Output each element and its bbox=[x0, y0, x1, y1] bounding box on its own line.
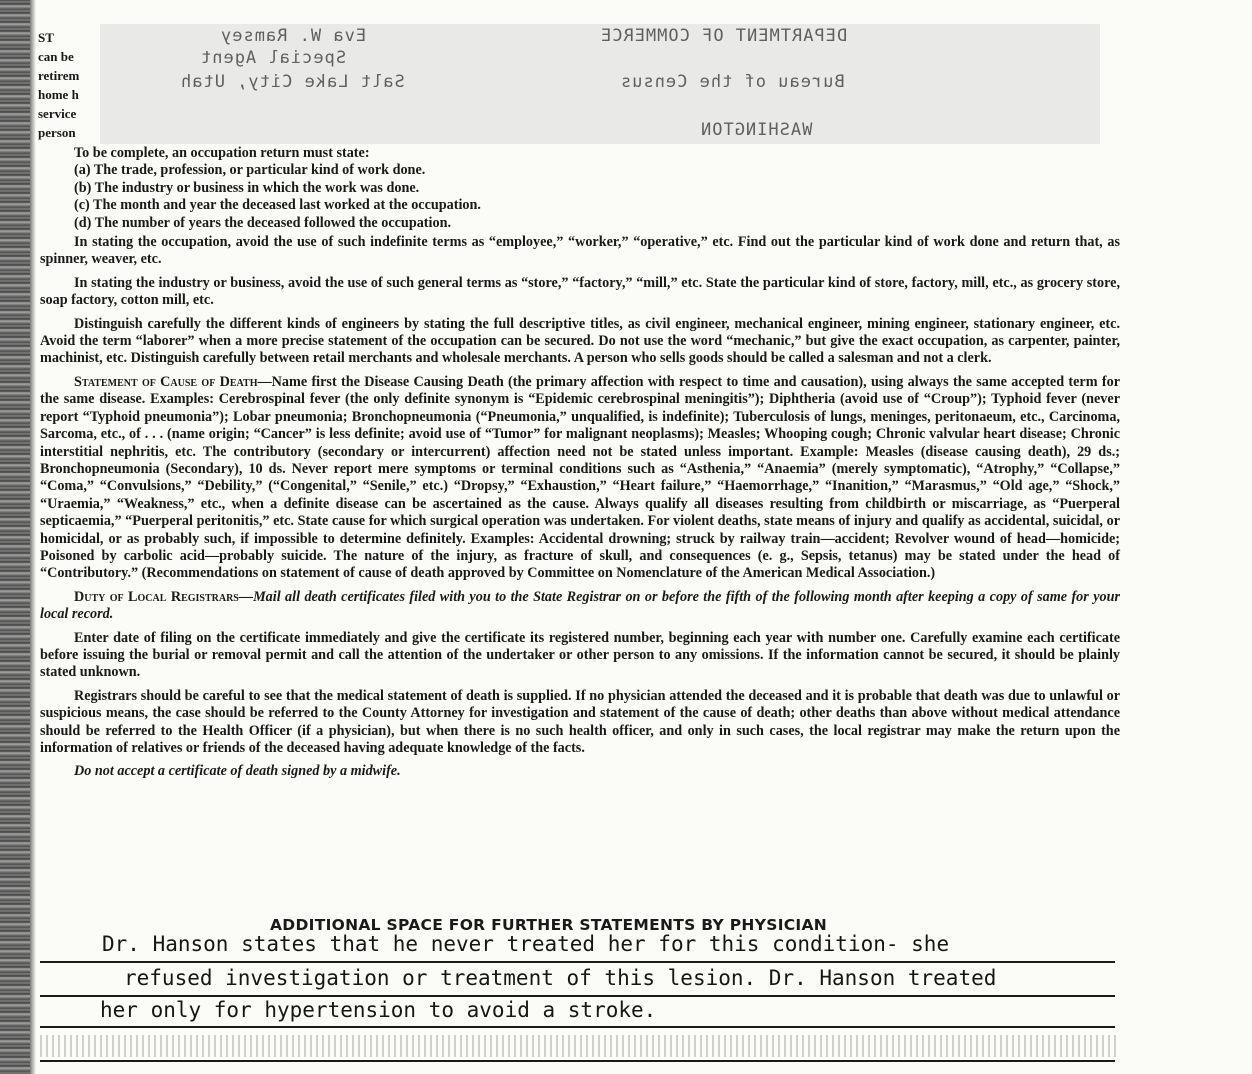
physician-statement-line2: refused investigation or treatment of this lesion. Dr. Hanson treated bbox=[124, 966, 997, 990]
duty-heading: Duty of Local Registrars bbox=[74, 588, 239, 605]
truncated-header-lines bbox=[38, 28, 128, 142]
occupation-paragraph: In stating the occupation, avoid the use of such indefinite terms as “employee,” “worker,” “operative,” etc. Find out the particular kind of work done and return that, as spinner, weaver, etc. bbox=[40, 234, 1120, 268]
statement-rule bbox=[40, 1026, 1115, 1028]
stamp-line3-left: Salt Lake City, Utah bbox=[180, 72, 405, 92]
duty-paragraph bbox=[40, 589, 1120, 624]
occupation-item: (a) The trade, profession, or particular kind of work done. bbox=[74, 162, 426, 179]
duty-text: —Mail all death certificates filed with you to the State Registrar on or before the fifth of the following month after keeping a copy of same for your local record. bbox=[40, 588, 1120, 623]
stamp-line2-left: Special Agent bbox=[200, 48, 347, 68]
stamp-line1-left: Eva W. Ramsey bbox=[220, 26, 367, 46]
occupation-item: (d) The number of years the deceased followed the occupation. bbox=[74, 214, 452, 231]
header-fragment: person bbox=[38, 125, 76, 140]
instructions-text bbox=[40, 145, 1120, 787]
industry-paragraph: In stating the industry or business, avoid the use of such general terms as “store,” “factory,” “mill,” etc. State the particular kind of store, factory, mill, etc., as grocery store, soap factory, cotton mill, etc. bbox=[40, 274, 1120, 309]
census-stamp bbox=[100, 24, 1100, 144]
header-fragment: ST bbox=[38, 30, 54, 45]
physician-statement-line3: her only for hypertension to avoid a stroke. bbox=[100, 998, 657, 1022]
occupation-item: (c) The month and year the deceased last worked at the occupation. bbox=[74, 197, 481, 214]
occupation-item: (b) The industry or business in which the work was done. bbox=[74, 179, 420, 196]
header-fragment: home h bbox=[38, 87, 79, 102]
stamp-line3-right: WASHINGTON bbox=[700, 120, 813, 140]
physician-statement-line1: Dr. Hanson states that he never treated her for this condition- she bbox=[102, 932, 950, 956]
stamp-line2-right: Bureau of the Census bbox=[620, 72, 845, 92]
header-fragment: retirem bbox=[38, 68, 80, 83]
cause-heading: Statement of Cause of Death bbox=[74, 373, 258, 390]
statement-rule bbox=[40, 995, 1115, 997]
occupation-intro: To be complete, an occupation return must state: bbox=[74, 145, 370, 161]
cause-text: —Name first the Disease Causing Death (the primary affection with respect to time and causation), using always the same accepted term for the same disease. Examples: Cerebrospinal fever (the only definite synonym is “Epidemic cerebrospinal meningitis”); Diphtheria (avoid use of “Croup”); Typhoid fever (never report “Typhoid pneumonia”); Lobar pneumonia; Bronchopneumonia (“Pneumonia,” unqualified, is indefinite); Tuberculosis of lungs, meninges, peritonaeum, etc., Carcinoma, Sarcoma, etc., of . . . (name origin; “Cancer” is less definite; avoid use of “Tumor” for malignant neoplasms); Measles; Whooping cough; Chronic valvular heart disease; Chronic interstitial nephritis, etc. The contributory (secondary or intercurrent) affection need not be stated unless important. Example: Measles (disease causing death), 29 ds.; Bronchopneumonia (Secondary), 10 ds. Never report mere symptoms or terminal conditions such as “Asthenia,” “Anaemia” (merely symptomatic), “Atrophy,” “Collapse,” “Coma,” “Convulsions,” “Debility,” (“Congenital,” “Senile,” etc.) “Dropsy,” “Exhaustion,” “Heart failure,” “Haemorrhage,” “Inanition,” “Marasmus,” “Old age,” “Shock,” “Uraemia,” “Weakness,” etc., when a definite disease can be ascertained as the cause. Always qualify all diseases resulting from childbirth or miscarriage, as “Puerperal septicaemia,” “Puerperal peritonitis,” etc. State cause for which surgical operation was undertaken. For violent deaths, state means of injury and qualify as accidental, suicidal, or homicidal, or as probably such, if impossible to determine definitely. Examples: Accidental drowning; struck by railway train—accident; Revolver wound of head—homicide; Poisoned by carbolic acid—probably suicide. The nature of the injury, as fracture of skull, and consequences (e. g., Sepsis, tetanus) may be stated under the head of “Contributory.” (Recommendations on statement of cause of death approved by Committee on Nomenclature of the American Medical Association.) bbox=[40, 373, 1120, 582]
statement-rule bbox=[40, 1060, 1115, 1062]
additional-statements-title: ADDITIONAL SPACE FOR FURTHER STATEMENTS BY PHYSICIAN bbox=[270, 916, 828, 934]
engineers-paragraph: Distinguish carefully the different kinds of engineers by stating the full descriptive titles, as civil engineer, mechanical engineer, mining engineer, stationary engineer, etc. Avoid the term “laborer” when a more precise statement of the occupation can be secured. Do not use the word “mechanic,” but give the exact occupation, as carpenter, painter, machinist, etc. Distinguish carefully between retail merchants and wholesale merchants. A person who sells goods should be called a salesman and not a clerk. bbox=[40, 315, 1120, 367]
stamp-line1-right: DEPARTMENT OF COMMERCE bbox=[600, 26, 848, 46]
header-fragment: service bbox=[38, 106, 77, 121]
header-fragment: can be bbox=[38, 49, 74, 64]
faded-footer-line bbox=[40, 1035, 1120, 1057]
filing-paragraph: Enter date of filing on the certificate immediately and give the certificate its registered number, beginning each year with number one. Carefully examine each certificate before issuing the burial or removal permit and call the attention of the undertaker or other person to any omissions. If the information cannot be secured, it should be plainly stated unknown. bbox=[40, 629, 1120, 681]
cause-of-death-paragraph bbox=[40, 374, 1120, 583]
occupation-requirements bbox=[40, 145, 1120, 232]
midwife-paragraph: Do not accept a certificate of death signed by a midwife. bbox=[74, 763, 401, 780]
scan-edge-shadow bbox=[0, 0, 30, 1074]
statement-rule bbox=[40, 961, 1115, 963]
registrars-paragraph: Registrars should be careful to see that the medical statement of death is supplied. If no physician attended the deceased and it is probable that death was due to unlawful or suspicious means, the case should be referred to the County Attorney for investigation and statement of the cause of death; other deaths than above without medical attendance should be referred to the Health Officer (if a physician), but when there is no such health officer, and only in such cases, the local registrar may make the return upon the information of relatives or friends of the deceased having adequate knowledge of the facts. bbox=[40, 687, 1120, 756]
